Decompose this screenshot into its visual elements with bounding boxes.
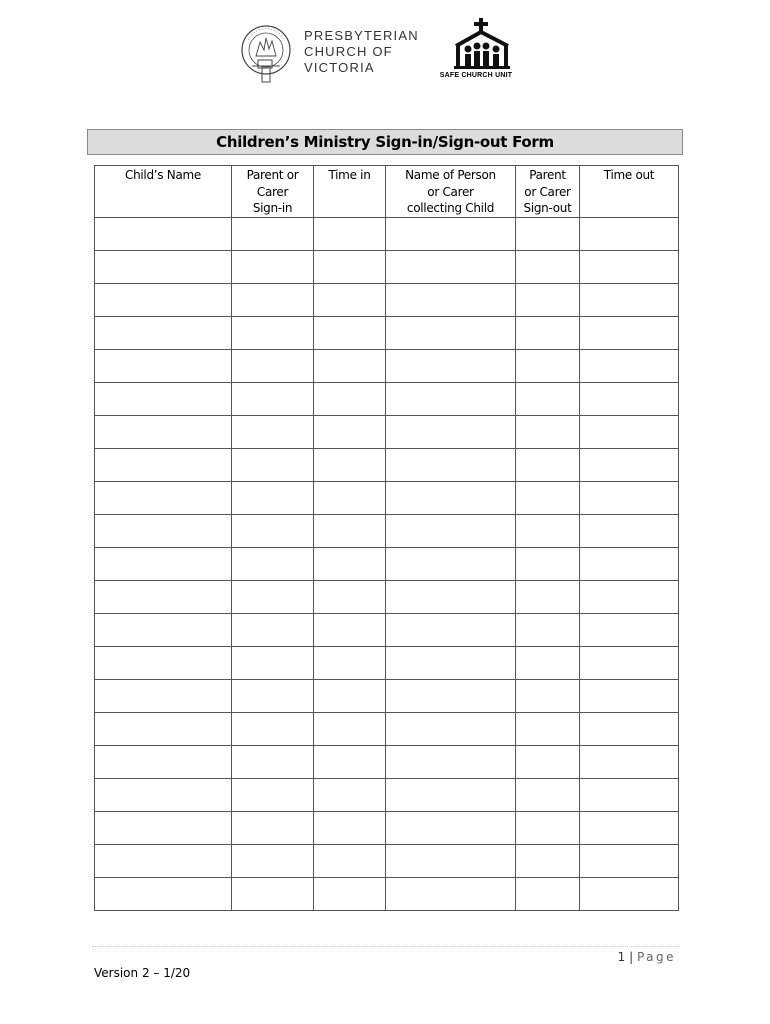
form-cell[interactable] — [95, 317, 232, 350]
form-cell[interactable] — [580, 746, 679, 779]
form-cell[interactable] — [516, 251, 580, 284]
header-line: Parent or — [246, 168, 299, 182]
table-row — [95, 680, 679, 713]
form-cell[interactable] — [232, 548, 314, 581]
form-cell[interactable] — [580, 284, 679, 317]
form-cell[interactable] — [314, 218, 386, 251]
form-cell[interactable] — [386, 548, 516, 581]
table-row — [95, 449, 679, 482]
table-row — [95, 746, 679, 779]
form-cell[interactable] — [580, 416, 679, 449]
table-row — [95, 647, 679, 680]
table-row — [95, 713, 679, 746]
table-row — [95, 515, 679, 548]
column-header-collecting-person — [386, 166, 516, 218]
form-cell[interactable] — [516, 614, 580, 647]
form-cell[interactable] — [516, 515, 580, 548]
form-cell[interactable] — [232, 449, 314, 482]
header-line: Parent — [529, 168, 566, 182]
form-cell[interactable] — [516, 284, 580, 317]
form-cell[interactable] — [232, 680, 314, 713]
page-number — [618, 950, 676, 964]
column-header-childs-name — [95, 166, 232, 218]
page-separator: | — [629, 950, 634, 964]
form-cell[interactable] — [314, 812, 386, 845]
form-cell[interactable] — [95, 383, 232, 416]
form-cell[interactable] — [516, 845, 580, 878]
header-line: collecting Child — [406, 201, 495, 215]
form-cell[interactable] — [314, 515, 386, 548]
form-cell[interactable] — [232, 746, 314, 779]
form-cell[interactable] — [580, 647, 679, 680]
page-number-value: 1 — [617, 950, 626, 964]
header-line: Time in — [328, 168, 371, 182]
form-cell[interactable] — [580, 482, 679, 515]
table-header-row — [95, 166, 679, 218]
form-cell[interactable] — [314, 779, 386, 812]
form-cell[interactable] — [516, 416, 580, 449]
table-row — [95, 878, 679, 911]
form-cell[interactable] — [580, 350, 679, 383]
form-cell[interactable] — [95, 746, 232, 779]
form-cell[interactable] — [95, 581, 232, 614]
form-cell[interactable] — [580, 680, 679, 713]
form-cell[interactable] — [232, 383, 314, 416]
form-cell[interactable] — [232, 317, 314, 350]
form-cell[interactable] — [95, 614, 232, 647]
form-cell[interactable] — [314, 449, 386, 482]
header-line: or Carer — [427, 184, 474, 199]
form-cell[interactable] — [516, 680, 580, 713]
form-cell[interactable] — [516, 383, 580, 416]
form-cell[interactable] — [386, 383, 516, 416]
form-cell[interactable] — [314, 251, 386, 284]
form-cell[interactable] — [95, 416, 232, 449]
form-cell[interactable] — [314, 680, 386, 713]
form-cell[interactable] — [232, 779, 314, 812]
footer-divider — [92, 946, 680, 947]
form-cell[interactable] — [314, 713, 386, 746]
form-cell[interactable] — [386, 251, 516, 284]
form-cell[interactable] — [386, 614, 516, 647]
form-cell[interactable] — [386, 812, 516, 845]
form-cell[interactable] — [386, 317, 516, 350]
table-body — [95, 218, 679, 911]
form-cell[interactable] — [386, 647, 516, 680]
column-header-time-in — [314, 166, 386, 218]
table-row — [95, 812, 679, 845]
form-cell[interactable] — [95, 713, 232, 746]
form-cell[interactable] — [232, 218, 314, 251]
form-cell[interactable] — [314, 647, 386, 680]
form-cell[interactable] — [232, 515, 314, 548]
column-header-parent-sign-in — [232, 166, 314, 218]
form-cell[interactable] — [580, 812, 679, 845]
form-cell[interactable] — [95, 680, 232, 713]
form-cell[interactable] — [314, 416, 386, 449]
form-cell[interactable] — [232, 251, 314, 284]
form-cell[interactable] — [516, 746, 580, 779]
form-cell[interactable] — [386, 284, 516, 317]
form-cell[interactable] — [232, 713, 314, 746]
form-cell[interactable] — [516, 779, 580, 812]
form-cell[interactable] — [580, 779, 679, 812]
form-cell[interactable] — [580, 845, 679, 878]
table-row — [95, 581, 679, 614]
table-row — [95, 218, 679, 251]
form-cell[interactable] — [314, 878, 386, 911]
church-name-line-1: PRESBYTERIAN — [304, 28, 419, 43]
table-row — [95, 317, 679, 350]
form-cell[interactable] — [314, 482, 386, 515]
table-row — [95, 779, 679, 812]
church-name-line-3: VICTORIA — [304, 60, 375, 75]
form-cell[interactable] — [314, 548, 386, 581]
form-cell[interactable] — [580, 515, 679, 548]
table-row — [95, 482, 679, 515]
form-cell[interactable] — [580, 317, 679, 350]
form-cell[interactable] — [580, 713, 679, 746]
church-people-icon — [452, 18, 512, 72]
form-cell[interactable] — [386, 482, 516, 515]
column-header-time-out — [580, 166, 679, 218]
table-row — [95, 416, 679, 449]
form-cell[interactable] — [95, 515, 232, 548]
form-cell[interactable] — [95, 251, 232, 284]
form-cell[interactable] — [232, 845, 314, 878]
form-cell[interactable] — [580, 251, 679, 284]
form-cell[interactable] — [516, 548, 580, 581]
form-cell[interactable] — [386, 350, 516, 383]
form-cell[interactable] — [232, 812, 314, 845]
form-cell[interactable] — [232, 482, 314, 515]
form-cell[interactable] — [314, 845, 386, 878]
safe-church-unit-label: SAFE CHURCH UNIT — [439, 72, 513, 79]
version-note: Version 2 – 1/20 — [94, 966, 191, 980]
form-cell[interactable] — [95, 548, 232, 581]
form-cell[interactable] — [516, 449, 580, 482]
form-cell[interactable] — [580, 449, 679, 482]
form-cell[interactable] — [386, 680, 516, 713]
form-cell[interactable] — [386, 515, 516, 548]
header-line: Sign-in — [252, 201, 293, 215]
form-cell[interactable] — [516, 713, 580, 746]
form-cell[interactable] — [95, 647, 232, 680]
form-cell[interactable] — [95, 449, 232, 482]
form-cell[interactable] — [386, 845, 516, 878]
table-row — [95, 845, 679, 878]
form-cell[interactable] — [232, 614, 314, 647]
form-cell[interactable] — [580, 383, 679, 416]
table-row — [95, 614, 679, 647]
form-cell[interactable] — [95, 482, 232, 515]
header-line: Carer — [256, 184, 289, 199]
form-cell[interactable] — [516, 581, 580, 614]
form-cell[interactable] — [516, 647, 580, 680]
form-cell[interactable] — [386, 779, 516, 812]
letterhead — [238, 18, 538, 88]
form-title: Children’s Ministry Sign-in/Sign-out Form — [87, 129, 683, 155]
table-row — [95, 548, 679, 581]
form-cell[interactable] — [95, 812, 232, 845]
form-cell[interactable] — [95, 350, 232, 383]
form-cell[interactable] — [386, 581, 516, 614]
form-cell[interactable] — [232, 581, 314, 614]
header-line: Time out — [603, 168, 655, 182]
page-label: Page — [636, 950, 676, 964]
form-cell[interactable] — [386, 878, 516, 911]
form-cell[interactable] — [580, 548, 679, 581]
header-line: Child’s Name — [125, 168, 201, 182]
church-name-line-2: CHURCH OF — [304, 44, 393, 59]
form-cell[interactable] — [314, 350, 386, 383]
header-line: Name of Person — [405, 168, 496, 182]
church-seal-logo — [238, 22, 298, 84]
form-cell[interactable] — [516, 812, 580, 845]
table-row — [95, 251, 679, 284]
form-cell[interactable] — [516, 878, 580, 911]
table-row — [95, 350, 679, 383]
column-header-parent-sign-out — [516, 166, 580, 218]
safe-church-unit-logo — [438, 18, 518, 86]
table-row — [95, 383, 679, 416]
form-cell[interactable] — [386, 746, 516, 779]
form-cell[interactable] — [386, 713, 516, 746]
form-cell[interactable] — [580, 218, 679, 251]
form-cell[interactable] — [95, 284, 232, 317]
form-cell[interactable] — [516, 482, 580, 515]
form-cell[interactable] — [314, 746, 386, 779]
form-cell[interactable] — [516, 218, 580, 251]
form-cell[interactable] — [95, 845, 232, 878]
form-cell[interactable] — [232, 350, 314, 383]
form-cell[interactable] — [386, 416, 516, 449]
form-cell[interactable] — [314, 614, 386, 647]
form-cell[interactable] — [516, 317, 580, 350]
form-cell[interactable] — [580, 878, 679, 911]
form-cell[interactable] — [232, 647, 314, 680]
form-cell[interactable] — [386, 449, 516, 482]
header-line: Sign-out — [523, 201, 572, 215]
form-cell[interactable] — [232, 416, 314, 449]
sign-in-out-table — [94, 165, 679, 911]
form-cell[interactable] — [516, 350, 580, 383]
form-cell[interactable] — [314, 581, 386, 614]
form-cell[interactable] — [95, 218, 232, 251]
form-cell[interactable] — [314, 317, 386, 350]
form-cell[interactable] — [314, 383, 386, 416]
form-cell[interactable] — [232, 284, 314, 317]
form-cell[interactable] — [95, 878, 232, 911]
form-cell[interactable] — [580, 614, 679, 647]
form-cell[interactable] — [314, 284, 386, 317]
form-cell[interactable] — [386, 218, 516, 251]
header-line: or Carer — [524, 184, 571, 199]
form-cell[interactable] — [580, 581, 679, 614]
form-cell[interactable] — [95, 779, 232, 812]
church-name — [304, 28, 419, 76]
form-cell[interactable] — [232, 878, 314, 911]
table-row — [95, 284, 679, 317]
